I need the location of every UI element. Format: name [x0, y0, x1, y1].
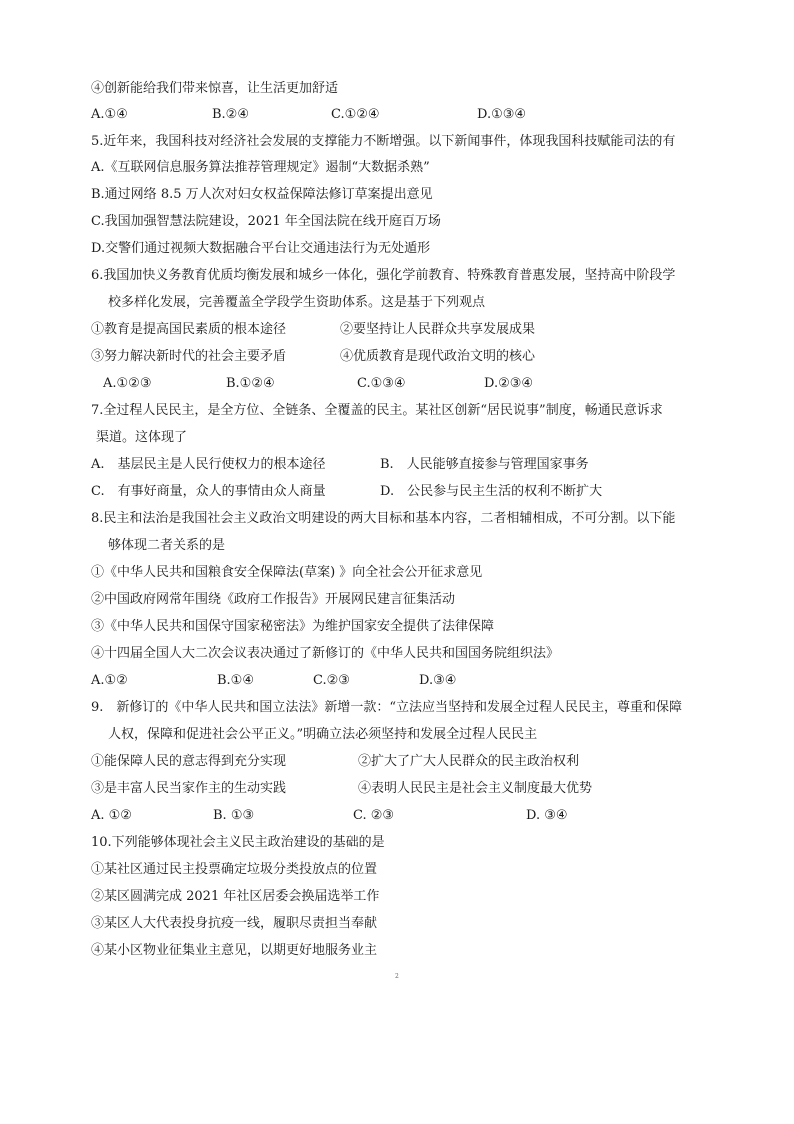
q7-option-b: B. 人民能够直接参与管理国家事务 — [380, 457, 589, 472]
q6-option-a: A.①②③ — [103, 376, 152, 391]
q8-statement-4: ④十四届全国人大二次会议表决通过了新修订的《中华人民共和国国务院组织法》 — [91, 646, 560, 661]
q4-option-c: C.①②④ — [331, 107, 380, 122]
q5-stem: 5.近年来，我国科技对经济社会发展的支撑能力不断增强。以下新闻事件，体现我国科技赋能司法的有 — [91, 134, 676, 149]
q8-statement-3: ③《中华人民共和国保守国家秘密法》为维护国家安全提供了法律保障 — [91, 619, 495, 634]
q7-option-c: C. 有事好商量，众人的事情由众人商量 — [91, 484, 326, 499]
q4-option-d: D.①③④ — [477, 107, 527, 122]
q8-stem-line2: 够体现二者关系的是 — [108, 538, 226, 553]
q9-option-a: A. ①② — [91, 808, 132, 823]
q7-option-d: D. 公民参与民主生活的权利不断扩大 — [380, 484, 603, 499]
q10-statement-3: ③某区人大代表投身抗疫一线，履职尽责担当奉献 — [91, 916, 378, 931]
q6-option-c: C.①③④ — [357, 376, 406, 391]
q6-statement-2: ②要坚持让人民群众共享发展成果 — [340, 322, 536, 337]
q6-stem-line2: 校多样化发展，完善覆盖全学段学生资助体系。这是基于下列观点 — [108, 295, 486, 310]
q4-statement-4: ④创新能给我们带来惊喜，让生活更加舒适 — [91, 81, 339, 96]
q6-statement-4: ④优质教育是现代政治文明的核心 — [340, 349, 536, 364]
q8-stem-line1: 8.民主和法治是我国社会主义政治文明建设的两大目标和基本内容，二者相辅相成，不可分割。以下能 — [91, 511, 676, 526]
q5-option-d: D.交警们通过视频大数据融合平台让交通违法行为无处遁形 — [91, 241, 431, 256]
q10-statement-4: ④某小区物业征集业主意见，以期更好地服务业主 — [91, 943, 378, 958]
q10-statement-1: ①某社区通过民主投票确定垃圾分类投放点的位置 — [91, 862, 378, 877]
q5-option-a: A.《互联网信息服务算法推荐管理规定》遏制“大数据杀熟” — [91, 160, 430, 175]
q8-statement-2: ②中国政府网常年围绕《政府工作报告》开展网民建言征集活动 — [91, 592, 456, 607]
q6-statement-3: ③努力解决新时代的社会主要矛盾 — [91, 349, 287, 364]
q7-option-a: A. 基层民主是人民行使权力的根本途径 — [91, 457, 326, 472]
q6-option-d: D.②③④ — [484, 376, 534, 391]
q7-stem-line2: 渠道。这体现了 — [96, 430, 188, 445]
q10-statement-2: ②某区圆满完成 2021 年社区居委会换届选举工作 — [91, 889, 380, 904]
q9-option-d: D. ③④ — [526, 808, 568, 823]
q8-option-c: C.②③ — [313, 673, 350, 688]
q9-statement-3: ③是丰富人民当家作主的生动实践 — [91, 781, 287, 796]
q9-statement-2: ②扩大了广大人民群众的民主政治权利 — [358, 754, 580, 769]
q8-option-a: A.①② — [91, 673, 128, 688]
q10-stem: 10.下列能够体现社会主义民主政治建设的基础的是 — [91, 835, 385, 850]
q9-option-c: C. ②③ — [353, 808, 395, 823]
page-number: 2 — [395, 973, 399, 980]
q9-stem-line2: 人权，保障和促进社会公平正义。”明确立法必须坚持和发展全过程人民民主 — [108, 727, 538, 742]
q8-option-b: B.①④ — [217, 673, 254, 688]
q4-option-a: A.①④ — [91, 107, 128, 122]
q9-stem-line1: 9. 新修订的《中华人民共和国立法法》新增一款：“立法应当坚持和发展全过程人民民主，尊重和保障 — [91, 700, 683, 715]
q8-option-d: D.③④ — [419, 673, 457, 688]
q6-stem-line1: 6.我国加快义务教育优质均衡发展和城乡一体化，强化学前教育、特殊教育普惠发展，坚持高中阶段学 — [91, 268, 676, 283]
q6-option-b: B.①②④ — [226, 376, 275, 391]
q6-statement-1: ①教育是提高国民素质的根本途径 — [91, 322, 287, 337]
q5-option-c: C.我国加强智慧法院建设，2021 年全国法院在线开庭百万场 — [91, 214, 441, 229]
q4-option-b: B.②④ — [212, 107, 249, 122]
q5-option-b: B.通过网络 8.5 万人次对妇女权益保障法修订草案提出意见 — [91, 187, 433, 202]
q9-statement-1: ①能保障人民的意志得到充分实现 — [91, 754, 287, 769]
q9-option-b: B. ①③ — [213, 808, 255, 823]
q7-stem-line1: 7.全过程人民民主，是全方位、全链条、全覆盖的民主。某社区创新“居民说事”制度，畅通民意诉求 — [91, 403, 663, 418]
q8-statement-1: ①《中华人民共和国粮食安全保障法(草案) 》向全社会公开征求意见 — [91, 565, 483, 580]
q9-statement-4: ④表明人民民主是社会主义制度最大优势 — [358, 781, 593, 796]
